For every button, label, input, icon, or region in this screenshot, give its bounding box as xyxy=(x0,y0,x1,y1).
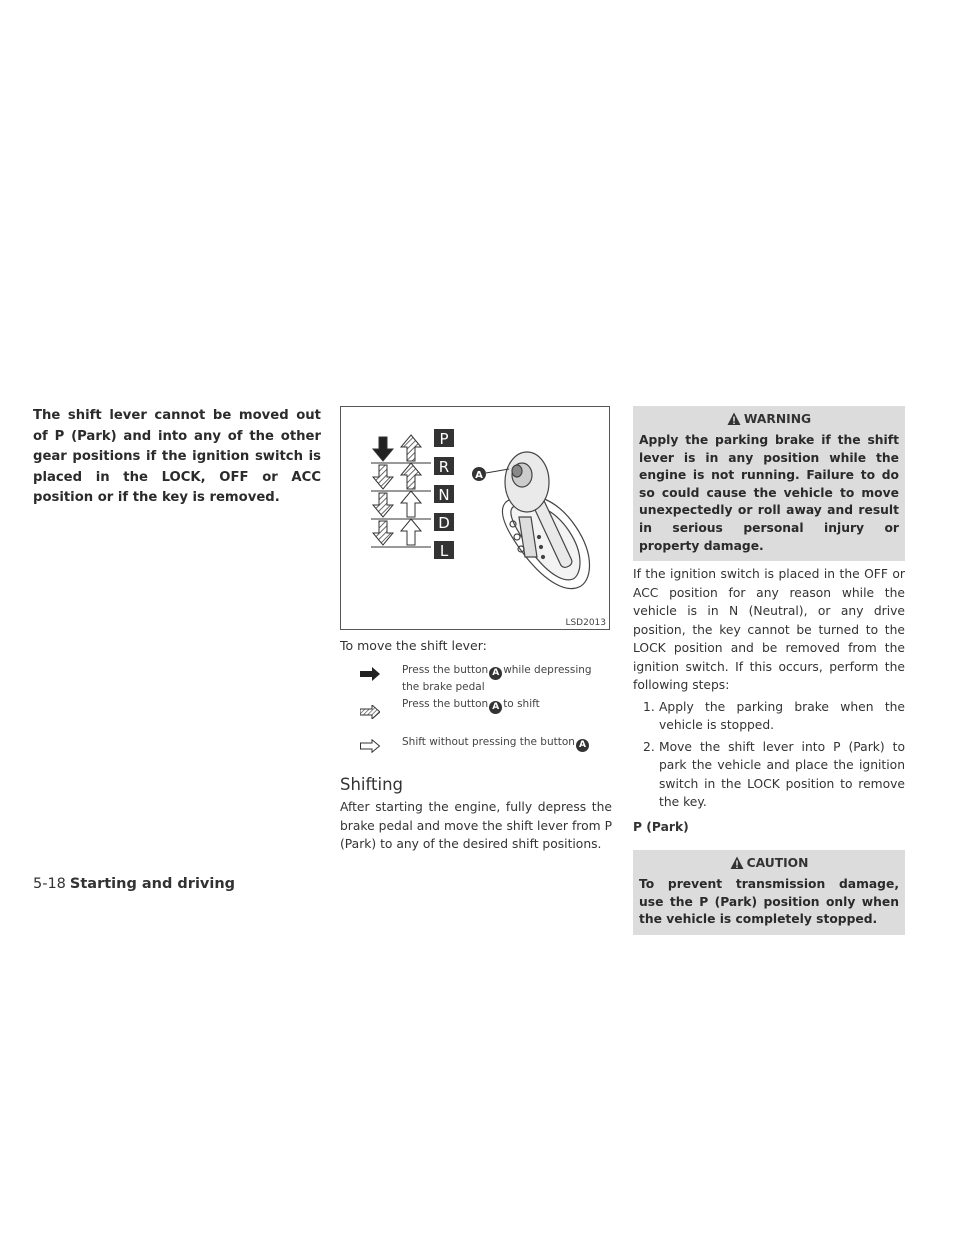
legend-text-before: Shift without pressing the button xyxy=(402,736,575,748)
shift-lever-figure xyxy=(340,406,610,630)
gear-p-label: P xyxy=(439,430,449,448)
gear-badges xyxy=(434,429,454,560)
step-text: Apply the parking brake when the vehicle is stopped. xyxy=(659,699,905,733)
gear-l-label: L xyxy=(439,542,449,560)
section-name: Starting and driving xyxy=(69,876,236,892)
button-a-marker: A xyxy=(489,701,502,714)
step-number: 1. xyxy=(643,699,655,714)
page-number: 5-18 xyxy=(33,876,66,892)
shifter-console xyxy=(503,452,590,589)
ignition-paragraph: If the ignition switch is placed in the OFF or ACC position for any reason while the vehicle is in N (Neutral), or any drive position, the key cannot be turned to the LOCK position and be removed from the ignition switch. If this occurs, perform the following steps: xyxy=(633,567,905,693)
step-number: 2. xyxy=(643,739,655,754)
warning-icon xyxy=(727,412,741,426)
legend-item xyxy=(340,729,612,763)
warning-box xyxy=(633,406,905,561)
caution-icon xyxy=(730,856,744,870)
gear-d-label: D xyxy=(438,514,450,532)
button-a-marker: A xyxy=(489,667,502,680)
park-heading: P (Park) xyxy=(633,819,689,834)
button-a-callout xyxy=(472,467,509,481)
middle-column xyxy=(340,406,612,854)
legend-text-before: Press the button xyxy=(402,664,489,676)
right-column xyxy=(633,406,905,935)
caution-box xyxy=(633,850,905,935)
caution-text: To prevent transmission damage, use the P (Park) position only when the vehicle is completely stopped. xyxy=(639,877,899,927)
warning-title: WARNING xyxy=(743,412,812,426)
gear-r-label: R xyxy=(438,458,450,476)
list-item xyxy=(633,698,905,735)
hatched-arrow-icon xyxy=(360,705,380,719)
shift-pattern-illustration xyxy=(341,407,611,631)
up-arrows xyxy=(401,435,421,545)
page-footer xyxy=(33,876,235,892)
callout-a-label: A xyxy=(475,470,483,481)
legend-text-before: Press the button xyxy=(402,698,489,710)
legend-item xyxy=(340,661,612,695)
solid-arrow-icon xyxy=(360,667,380,681)
step-text: Move the shift lever into P (Park) to park the vehicle and place the ignition switch in the LOCK position to remove the key. xyxy=(659,739,905,810)
shifting-text: After starting the engine, fully depress the brake pedal and move the shift lever from P (Park) to any of the desired shift positions. xyxy=(340,800,612,851)
legend-title: To move the shift lever: xyxy=(340,638,487,653)
figure-code: LSD2013 xyxy=(565,618,606,628)
legend-text-after: while depressing the brake pedal xyxy=(402,664,592,693)
shift-lock-note: The shift lever cannot be moved out of P (Park) and into any of the other gear positions if the ignition switch is placed in the LOCK, OFF or ACC position or if the key is removed. xyxy=(33,408,321,505)
gear-n-label: N xyxy=(438,486,450,504)
left-column xyxy=(33,406,321,509)
button-a-marker: A xyxy=(576,739,589,752)
outline-arrow-icon xyxy=(360,739,380,753)
legend-item xyxy=(340,695,612,729)
list-item xyxy=(633,738,905,812)
shifting-heading: Shifting xyxy=(340,775,404,794)
warning-text: Apply the parking brake if the shift lever is in any position while the engine is not running. Failure to do so could cause the vehicle to move unexpectedly or roll away and result in serious personal injury or property damage. xyxy=(639,433,899,553)
caution-title: CAUTION xyxy=(746,856,809,871)
legend-text-after: to shift xyxy=(503,698,540,710)
